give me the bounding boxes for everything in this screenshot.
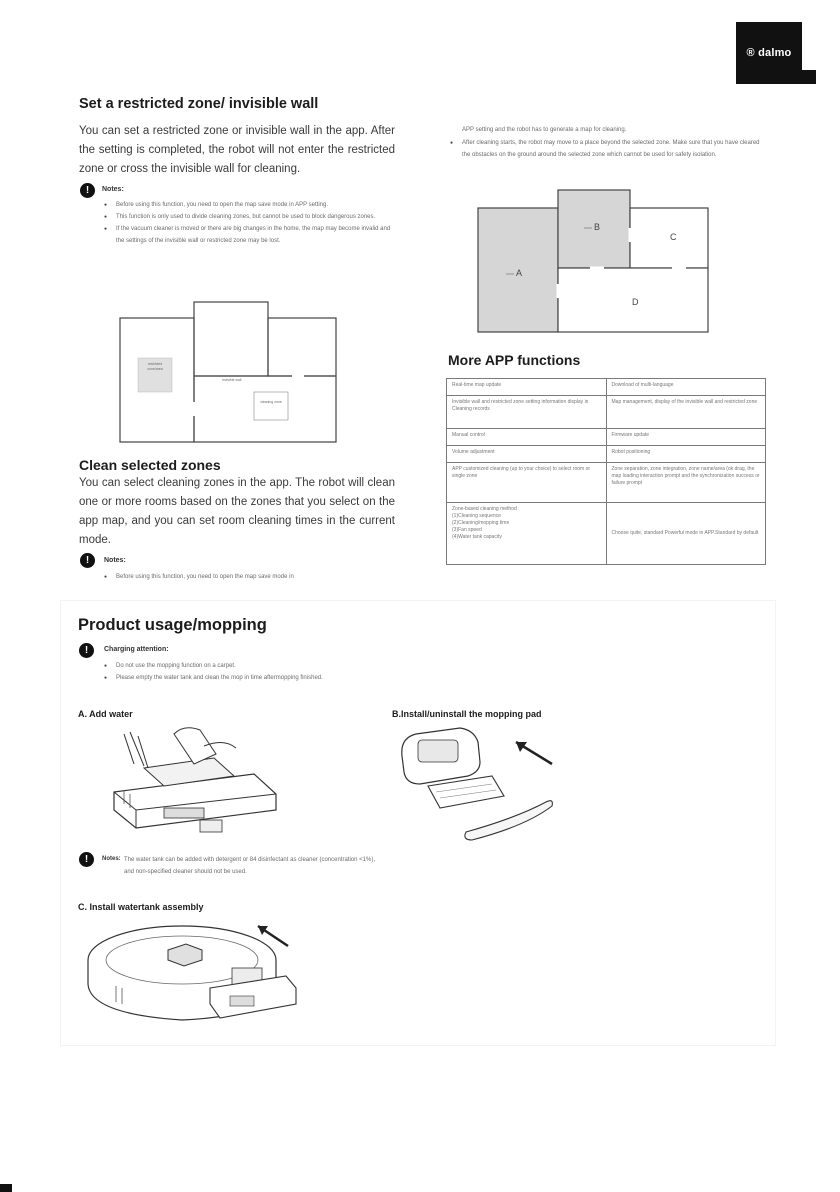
table-row	[447, 429, 766, 446]
selected-body: You can select cleaning zones in the app. The robot will clean one or more rooms based on the zones that you select on the app map, and you can set room cleaning times in the current mode.	[79, 477, 395, 546]
continued-note: APP setting and the robot has to generate a map for cleaning.	[462, 127, 627, 133]
table-cell: Zone separation, zone integration, zone name/area (ok drag, the map loading interaction prompt and the synchronization success or failure prompt	[606, 463, 766, 503]
table-cell: Zone-based cleaning method (1)Cleaning sequence (2)Cleaning/mopping time (3)Fan speed (4)Water tank capacity	[447, 503, 607, 565]
notice-icon: !	[80, 553, 95, 568]
table-cell: Real-time map update	[447, 379, 607, 396]
room-label: cleaning zone	[260, 400, 282, 404]
mopping-notes-text: The water tank can be added with detergent or 84 disinfectant as cleaner (concentration <1%), and non-specified cleaner should not be used.	[124, 857, 375, 875]
zone-label-c: C	[670, 232, 677, 242]
mopping-title: Product usage/mopping	[78, 616, 267, 634]
table-cell: Map management, display of the invisible wall and restricted zone	[606, 396, 766, 429]
zones-diagram	[476, 188, 712, 336]
zone-label-b: B	[594, 222, 601, 232]
table-row	[447, 503, 766, 565]
selected-note: ● Before using this function, you need to open the map save mode in	[104, 571, 394, 583]
table-cell: Volume adjustment	[447, 446, 607, 463]
step-c-title: C. Install watertank assembly	[78, 902, 204, 912]
table-cell: Firmware update	[606, 429, 766, 446]
table-row	[447, 396, 766, 429]
restricted-body: You can set a restricted zone or invisible wall in the app. After the setting is completed, the robot will not enter the restricted zone or cross the invisible wall for cleaning.	[79, 125, 395, 175]
zone-c	[630, 208, 708, 268]
app-functions-table	[446, 378, 766, 565]
brand-logo	[736, 22, 802, 84]
step-a-title: A. Add water	[78, 709, 133, 719]
app-functions-title: More APP functions	[448, 352, 581, 368]
table-cell: APP customized cleaning (up to your choice) to select room or single zone	[447, 463, 607, 503]
extra-notes	[450, 137, 768, 161]
table-cell: Download of multi-language	[606, 379, 766, 396]
attention-item: ● Do not use the mopping function on a carpet.	[104, 660, 434, 672]
add-water-illustration	[104, 724, 280, 834]
selected-notes-label: Notes:	[104, 557, 126, 564]
table-row	[447, 379, 766, 396]
logo-tab	[802, 70, 816, 84]
selected-title: Clean selected zones	[79, 457, 221, 473]
restricted-note: ● This function is only used to divide cleaning zones, but cannot be used to block dangerous zones.	[104, 211, 394, 223]
notice-icon: !	[79, 643, 94, 658]
mopping-notes-label: Notes:	[102, 856, 121, 862]
table-row	[447, 446, 766, 463]
table-cell: Invisible wall and restricted zone setting information display in Cleaning records	[447, 396, 607, 429]
restricted-floor-plan	[116, 300, 340, 446]
restricted-note: ● If the vacuum cleaner is moved or there are big changes in the home, the map may become invalid and the settings of the invisible wall or restricted zone may be lost.	[104, 223, 394, 247]
wall-label: invisible wall	[222, 378, 242, 382]
extra-note: ● After cleaning starts, the robot may move to a place beyond the selected zone. Make sure that you have cleared the obstacles on the ground around the selected zone which cannot be used for safety isolation.	[450, 137, 768, 161]
table-cell: Manual control	[447, 429, 607, 446]
restricted-title: Set a restricted zone/ invisible wall	[79, 96, 319, 112]
zone-label: restricted zone/area	[147, 362, 163, 371]
zone-label-d: D	[632, 297, 639, 307]
step-b-title: B.Install/uninstall the mopping pad	[392, 709, 542, 719]
restricted-notes	[104, 199, 394, 247]
table-cell: Robot positioning	[606, 446, 766, 463]
notice-icon: !	[79, 852, 94, 867]
restricted-notes-label: Notes:	[102, 186, 124, 193]
attention-list	[104, 660, 434, 684]
cleaning-zone-box	[254, 392, 288, 420]
table-row	[447, 463, 766, 503]
mopping-pad-illustration	[396, 722, 566, 844]
restricted-note: ● Before using this function, you need to open the map save mode in APP setting.	[104, 199, 394, 211]
table-cell: Choose quite, standard Powerful mode in APP.Standard by default	[606, 503, 766, 565]
attention-item: ● Please empty the water tank and clean the mop in time aftermopping finished.	[104, 672, 434, 684]
notice-icon: !	[80, 183, 95, 198]
selected-notes	[104, 571, 394, 583]
zone-label-a: A	[516, 268, 523, 278]
page-corner-mark	[0, 1184, 12, 1192]
attention-label: Charging attention:	[104, 646, 169, 653]
watertank-illustration	[82, 918, 304, 1032]
brand-logo-text: ® dalmo	[746, 47, 792, 59]
